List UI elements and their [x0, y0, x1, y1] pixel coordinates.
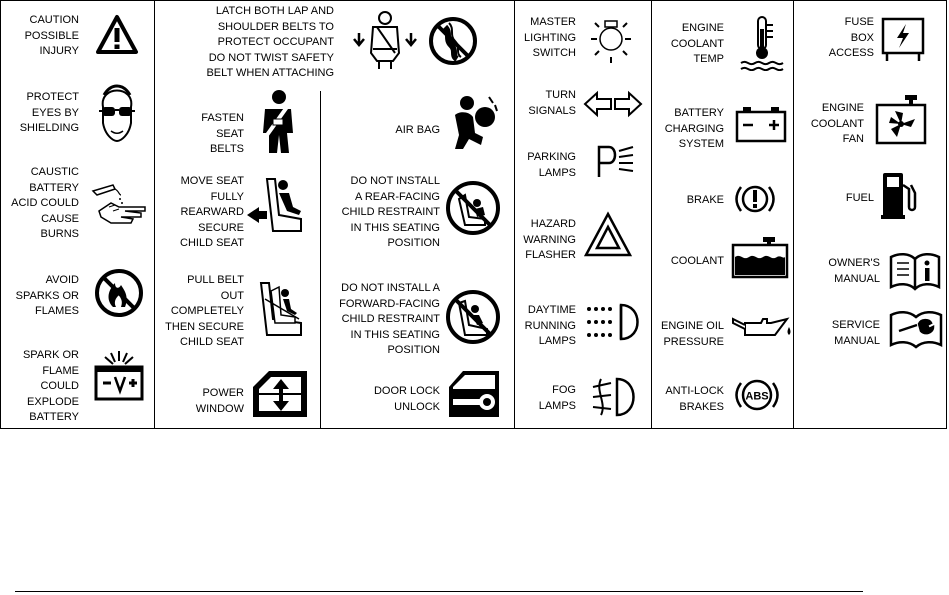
divider [651, 1, 652, 428]
label-line: CHILD RESTRAINT [341, 313, 440, 325]
fuse-box-icon [879, 15, 927, 63]
fasten-belts-label [201, 111, 244, 158]
label-line: MOVE SEAT [180, 175, 244, 187]
warning-triangle-icon [95, 13, 139, 57]
label-line: FLAME [42, 364, 79, 377]
bottom-rule [15, 591, 863, 592]
label-line: BATTERY [29, 411, 79, 423]
label-line: EXPLODE [27, 395, 79, 408]
label-line: BRAKES [679, 400, 724, 413]
label-line: THEN SECURE [165, 320, 244, 333]
master-lighting-label [524, 15, 576, 62]
label-line: PARKING [527, 151, 576, 163]
label-line: ACCESS [828, 47, 874, 59]
coolant-temp-icon [739, 15, 785, 71]
label-line: DAYTIME [527, 304, 576, 316]
no-rear-facing-label [342, 174, 440, 252]
label-line: DO NOT INSTALL [350, 175, 440, 187]
label-line: PRESSURE [663, 335, 724, 348]
label-line: POSSIBLE [24, 29, 79, 42]
label-line: ENGINE OIL [661, 320, 724, 332]
label-line: PROTECT OCCUPANT [217, 36, 334, 48]
label-line: TURN [545, 89, 576, 101]
label-line: RUNNING [524, 319, 576, 332]
label-line: TEMP [693, 53, 724, 65]
label-line: COOLANT [670, 37, 724, 50]
battery-charging-label [665, 106, 724, 153]
label-line: DOOR LOCK [373, 385, 440, 397]
label-line: CAUSE [41, 212, 79, 225]
label-line: ENGINE [681, 22, 724, 34]
no-forward-facing-label [339, 281, 440, 359]
label-line: SPARK OR [22, 349, 79, 361]
label-line: CHILD RESTRAINT [341, 206, 440, 218]
label-line: FUEL [845, 192, 874, 204]
label-line: ANTI-LOCK [665, 385, 724, 397]
label-line: LAMPS [538, 166, 576, 179]
latch-belt-figure-icon [351, 9, 419, 75]
label-line: EYES BY [31, 106, 79, 119]
coolant-label [671, 254, 724, 270]
door-lock-label [374, 384, 440, 415]
label-line: ENGINE [821, 102, 864, 114]
no-twist-belt-icon [427, 15, 479, 67]
label-line: COOLANT [810, 117, 864, 130]
spark-flame-label [23, 348, 79, 426]
door-lock-icon [447, 369, 501, 419]
coolant-fan-icon [873, 93, 929, 147]
engine-coolant-temp-label [671, 21, 724, 68]
turn-signals-icon [583, 89, 643, 119]
move-seat-label [180, 174, 244, 252]
child-seat-belt-icon [255, 279, 311, 339]
seat-belt-person-icon [253, 89, 303, 155]
no-flame-icon [93, 267, 145, 319]
label-line: HAZARD [530, 218, 576, 230]
label-line: PULL BELT [187, 274, 244, 286]
divider [154, 1, 155, 428]
hazard-triangle-icon [583, 211, 633, 259]
air-bag-label [395, 123, 440, 139]
latch-belts-label [206, 4, 334, 82]
label-line: CHILD SEAT [180, 336, 244, 348]
battery-icon [735, 105, 787, 143]
service-manual-icon [889, 307, 943, 349]
seat-rearward-icon [245, 175, 311, 235]
abs-text: ABS [745, 390, 769, 403]
label-line: MASTER [530, 16, 576, 28]
label-line: LAMPS [538, 399, 576, 412]
caution-label [25, 13, 79, 60]
label-line: LIGHTING [524, 31, 576, 44]
divider [793, 1, 794, 428]
label-line: IN THIS SEATING [350, 221, 440, 234]
abs-icon [735, 375, 779, 415]
label-line: FULLY [210, 190, 244, 203]
power-window-icon [251, 369, 309, 419]
label-line: BATTERY [674, 107, 724, 119]
engine-coolant-fan-label [811, 101, 864, 148]
label-line: SEAT [216, 127, 244, 140]
label-line: BURNS [40, 228, 79, 240]
protect-eyes-label [20, 90, 79, 137]
label-line: FLAMES [34, 305, 79, 317]
turn-signals-label [528, 88, 576, 119]
label-line: SPARKS OR [15, 289, 79, 302]
master-lighting-icon [585, 11, 637, 67]
label-line: FASTEN [201, 112, 244, 124]
divider [320, 91, 321, 428]
label-line: COMPLETELY [170, 305, 244, 317]
coolant-reservoir-icon [731, 235, 789, 279]
engine-oil-label [661, 319, 724, 350]
fog-lamps-icon [589, 375, 639, 419]
no-forward-facing-child-icon [445, 289, 501, 345]
brake-label [687, 193, 724, 209]
label-line: SIGNALS [528, 104, 576, 117]
label-line: BRAKE [686, 194, 724, 206]
label-line: COULD [40, 380, 79, 392]
label-line: BELT WHEN ATTACHING [206, 67, 334, 79]
label-line: CHILD SEAT [180, 237, 244, 249]
fuel-pump-icon [879, 171, 919, 221]
label-line: A REAR-FACING [355, 190, 440, 203]
label-line: FUSE [844, 16, 874, 28]
label-line: SWITCH [532, 47, 576, 59]
label-line: ACID COULD [11, 197, 79, 209]
label-line: MANUAL [834, 272, 880, 285]
label-line: POWER [202, 387, 244, 399]
label-line: SYSTEM [678, 138, 724, 150]
label-line: BATTERY [29, 181, 79, 194]
label-line: CAUTION [29, 14, 79, 26]
label-line: CHARGING [664, 122, 724, 135]
label-line: PROTECT [26, 91, 79, 103]
service-manual-label [832, 318, 880, 349]
label-line: DO NOT TWIST SAFETY [208, 51, 334, 64]
label-line: POSITION [387, 237, 440, 249]
label-line: DO NOT INSTALL A [341, 282, 440, 294]
label-line: REARWARD [180, 206, 244, 218]
label-line: OWNER'S [828, 257, 880, 269]
avoid-sparks-label [16, 273, 79, 320]
label-line: CAUSTIC [30, 166, 79, 178]
power-window-label [196, 386, 244, 417]
label-line: BELTS [209, 143, 244, 155]
label-line: SECURE [198, 221, 244, 234]
label-line: SERVICE [831, 319, 880, 331]
label-line: IN THIS SEATING [350, 328, 440, 341]
label-line: POSITION [387, 344, 440, 356]
label-line: COOLANT [670, 255, 724, 267]
anti-lock-label [665, 384, 724, 415]
label-line: FLASHER [525, 249, 576, 261]
air-bag-icon [449, 93, 499, 151]
fuel-label [846, 191, 874, 207]
label-line: OUT [220, 289, 244, 302]
label-line: AIR BAG [395, 124, 440, 136]
no-rear-facing-child-icon [445, 177, 501, 239]
acid-hand-icon [91, 181, 149, 225]
label-line: LAMPS [538, 335, 576, 347]
label-line: SHOULDER BELTS TO [217, 20, 334, 33]
fuse-box-label [829, 15, 874, 62]
label-line: BOX [850, 31, 874, 44]
label-line: AVOID [45, 274, 79, 286]
parking-lamps-icon [593, 143, 637, 179]
divider [514, 1, 515, 428]
oil-can-icon [731, 313, 793, 339]
parking-lamps-label [527, 150, 576, 181]
owners-manual-label [828, 256, 880, 287]
label-line: UNLOCK [394, 400, 440, 413]
label-line: FORWARD-FACING [339, 297, 440, 310]
label-line: FAN [842, 133, 864, 145]
label-line: INJURY [39, 45, 79, 57]
label-line: WINDOW [195, 402, 244, 415]
face-goggles-icon [95, 79, 139, 145]
brake-icon [735, 179, 775, 219]
label-line: FOG [552, 384, 576, 396]
label-line: LATCH BOTH LAP AND [215, 5, 334, 17]
pull-belt-label [165, 273, 244, 351]
owners-manual-icon [889, 251, 941, 291]
label-line: MANUAL [834, 334, 880, 347]
daytime-running-icon [585, 301, 645, 343]
label-line: WARNING [523, 233, 576, 246]
fog-lamps-label [539, 383, 576, 414]
daytime-running-label [525, 303, 576, 350]
label-line: SHIELDING [19, 122, 79, 134]
battery-explode-icon [93, 347, 145, 403]
caustic-label [11, 165, 79, 243]
hazard-label [523, 217, 576, 264]
